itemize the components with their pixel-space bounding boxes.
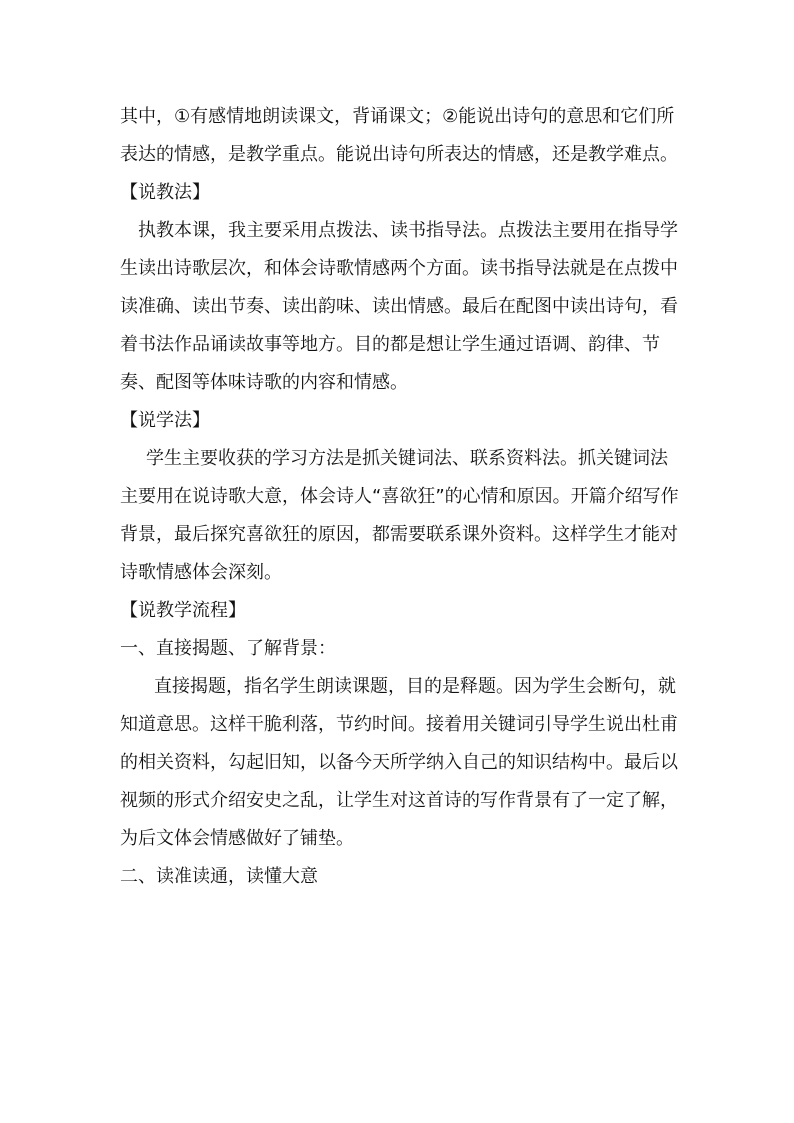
paragraph-teaching-method: 执教本课，我主要采用点拨法、读书指导法。点拨法主要用在指导学生读出诗歌层次，和体会诗歌情感两个方面。读书指导法就是在点拨中读准确、读出节奏、读出韵味、读出情感。最后在配图中读出诗句，看着书法作品诵读故事等地方。目的都是想让学生通过语调、韵律、节奏、配图等体味诗歌的内容和情感。 bbox=[120, 220, 678, 393]
heading-learning-method: 【说学法】 bbox=[120, 410, 210, 431]
paragraph-key-points: 其中，①有感情地朗读课文，背诵课文；②能说出诗句的意思和它们所表达的情感，是教学重点。能说出诗句所表达的情感，还是教学难点。 bbox=[120, 106, 678, 165]
heading-teaching-method: 【说教法】 bbox=[120, 182, 210, 203]
paragraph-section-1: 直接揭题，指名学生朗读课题，目的是释题。因为学生会断句，就知道意思。这样干脆利落，节约时间。接着用关键词引导学生说出杜甫的相关资料，勾起旧知，以备今天所学纳入自己的知识结构中。最后以视频的形式介绍安史之乱，让学生对这首诗的写作背景有了一定了解，为后文体会情感做好了铺垫。 bbox=[120, 676, 678, 849]
section-title-1: 一、直接揭题、了解背景： bbox=[120, 638, 336, 659]
paragraph-learning-method: 学生主要收获的学习方法是抓关键词法、联系资料法。抓关键词法主要用在说诗歌大意，体会诗人“喜欲狂”的心情和原因。开篇介绍写作背景，最后探究喜欲狂的原因，都需要联系课外资料。这样学生才能对诗歌情感体会深刻。 bbox=[120, 448, 679, 583]
section-title-2: 二、读准读通，读懂大意 bbox=[120, 866, 318, 887]
document-body bbox=[120, 98, 680, 896]
heading-teaching-process: 【说教学流程】 bbox=[120, 600, 246, 621]
